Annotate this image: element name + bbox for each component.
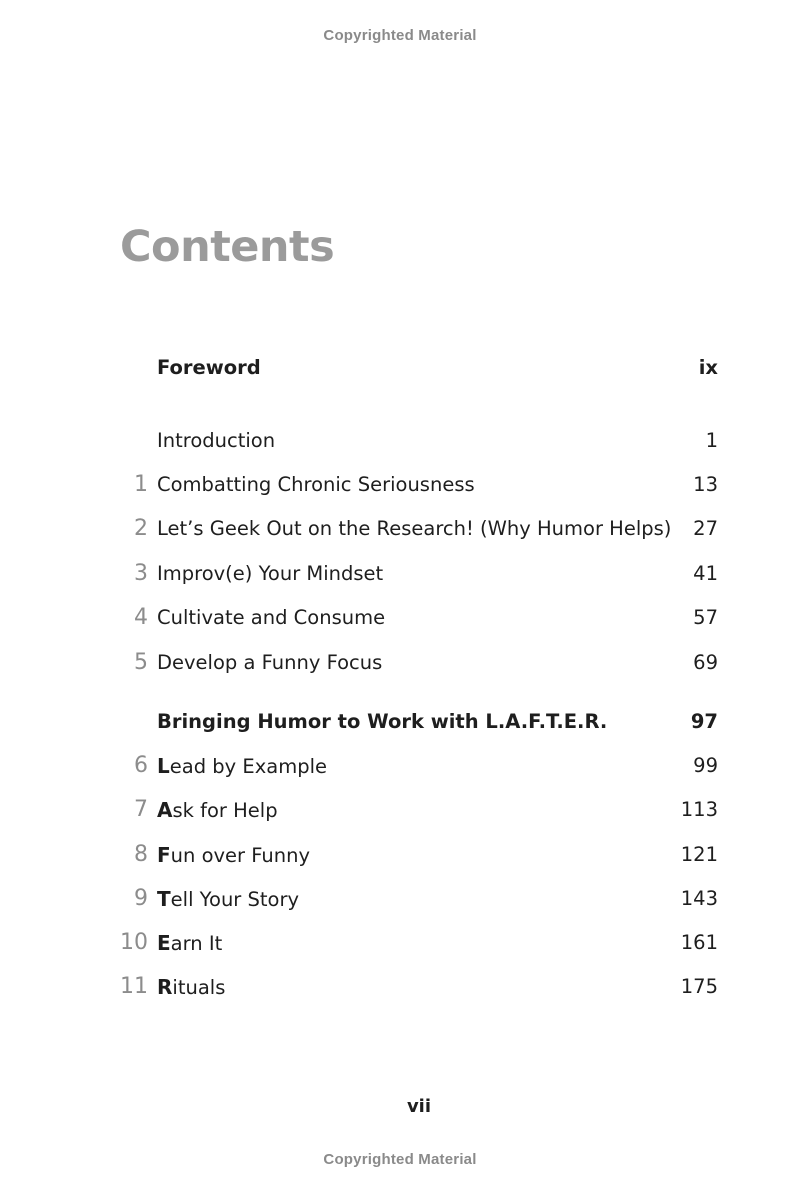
toc-entry-title: Cultivate and Consume [157,606,386,629]
copyright-watermark-bottom: Copyrighted Material [323,1151,477,1168]
copyright-watermark-top: Copyrighted Material [323,27,477,44]
toc-entry-chapter [0,514,800,544]
toc-entry-page: 57 [693,606,718,629]
acronym-initial: R [157,975,173,999]
toc-entry-title [157,795,278,826]
title-rest: arn It [170,932,223,955]
toc-entry-chapter [0,795,800,825]
toc-entry-page: 121 [680,843,718,866]
toc-entry-title: Develop a Funny Focus [157,651,383,674]
toc-entry-chapter [0,972,800,1002]
toc-entry-page: ix [698,356,718,379]
chapter-number: 10 [120,930,148,955]
toc-entry-title: Combatting Chronic Seriousness [157,473,475,496]
title-rest: ead by Example [169,755,327,778]
chapter-number: 2 [134,516,148,541]
chapter-number: 8 [134,842,148,867]
toc-entry-chapter [0,751,800,781]
acronym-initial: A [157,798,173,822]
chapter-number: 9 [134,886,148,911]
toc-entry-page: 175 [680,975,718,998]
toc-entry-title [157,884,299,915]
toc-entry-part-heading [0,707,800,737]
toc-entry-title [157,840,310,871]
page-title: Contents [120,222,335,272]
toc-entry-chapter [0,840,800,870]
toc-entry-page: 41 [693,562,718,585]
toc-entry-page: 99 [693,754,718,777]
toc-entry-chapter [0,648,800,678]
title-rest: ituals [172,976,226,999]
title-rest: ell Your Story [170,888,300,911]
toc-entry-page: 69 [693,651,718,674]
chapter-number: 7 [134,797,148,822]
title-rest: sk for Help [172,799,278,822]
toc-entry-title [157,972,225,1003]
toc-entry-page: 113 [680,798,718,821]
toc-entry-chapter [0,928,800,958]
toc-entry-title: Let’s Geek Out on the Research! (Why Humor Helps) [157,517,672,540]
acronym-initial: T [157,887,171,911]
acronym-initial: F [157,843,171,867]
toc-entry-page: 1 [705,429,718,452]
toc-entry-page: 13 [693,473,718,496]
toc-entry-page: 97 [690,710,718,733]
toc-entry-title: Foreword [157,356,261,379]
title-rest: un over Funny [170,844,311,867]
toc-entry-chapter [0,884,800,914]
chapter-number: 1 [134,472,148,497]
toc-entry-title [157,751,327,782]
acronym-initial: E [157,931,171,955]
toc-entry-chapter [0,470,800,500]
toc-entry-page: 27 [693,517,718,540]
chapter-number: 5 [134,650,148,675]
chapter-number: 3 [134,561,148,586]
toc-entry-chapter [0,603,800,633]
toc-entry-title: Bringing Humor to Work with L.A.F.T.E.R. [157,710,608,733]
toc-entry-page: 143 [680,887,718,910]
chapter-number: 11 [120,974,148,999]
toc-entry-foreword [0,353,800,383]
chapter-number: 6 [134,753,148,778]
toc-entry-page: 161 [680,931,718,954]
acronym-initial: L [157,754,170,778]
toc-entry-chapter [0,559,800,589]
toc-entry-title [157,928,222,959]
page-number: vii [406,1096,432,1117]
toc-entry-title: Introduction [157,429,276,452]
chapter-number: 4 [134,605,148,630]
toc-entry-introduction [0,426,800,456]
toc-entry-title: Improv(e) Your Mindset [157,562,384,585]
